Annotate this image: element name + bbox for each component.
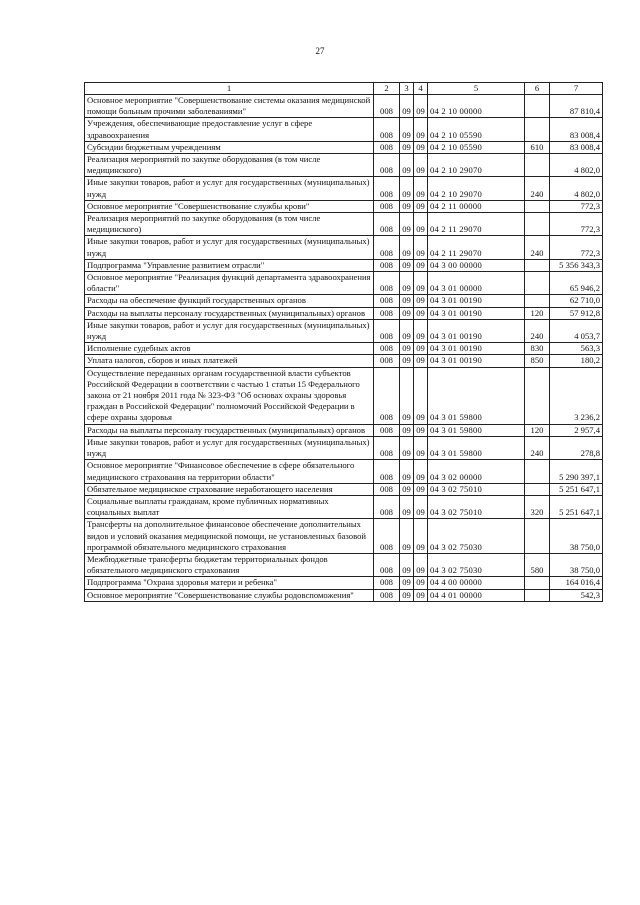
section-code: 09: [400, 553, 414, 576]
section-code: 09: [400, 319, 414, 342]
amount: 278,8: [550, 436, 603, 459]
table-row: [85, 367, 603, 424]
amount: 4 802,0: [550, 154, 603, 177]
expense-type: 240: [525, 177, 550, 200]
item-name: Иные закупки товаров, работ и услуг для государственных (муниципальных) нужд: [85, 436, 374, 459]
table-row: [85, 589, 603, 601]
expense-type: [525, 460, 550, 483]
admin-code: 008: [374, 141, 400, 153]
target-article: 04 2 10 29070: [428, 154, 525, 177]
admin-code: 008: [374, 483, 400, 495]
admin-code: 008: [374, 577, 400, 589]
section-code: 09: [400, 307, 414, 319]
subsection-code: 09: [414, 436, 428, 459]
section-code: 09: [400, 343, 414, 355]
target-article: 04 3 02 75030: [428, 519, 525, 554]
table-row: [85, 259, 603, 271]
expense-type: [525, 213, 550, 236]
item-name: Основное мероприятие "Реализация функций департамента здравоохранения области": [85, 272, 374, 295]
page-number: 27: [315, 46, 325, 56]
subsection-code: 09: [414, 483, 428, 495]
amount: 5 356 343,3: [550, 259, 603, 271]
target-article: 04 3 01 00000: [428, 272, 525, 295]
expense-type: [525, 118, 550, 141]
amount: 57 912,8: [550, 307, 603, 319]
expense-type: [525, 589, 550, 601]
subsection-code: 09: [414, 343, 428, 355]
target-article: 04 3 01 59800: [428, 367, 525, 424]
budget-table: [84, 82, 603, 602]
amount: 772,3: [550, 236, 603, 259]
expense-type: [525, 200, 550, 212]
table-row: [85, 343, 603, 355]
expense-type: 830: [525, 343, 550, 355]
subsection-code: 09: [414, 236, 428, 259]
expense-type: 240: [525, 236, 550, 259]
table-row: [85, 154, 603, 177]
item-name: Уплата налогов, сборов и иных платежей: [85, 355, 374, 367]
admin-code: 008: [374, 436, 400, 459]
table-row: [85, 177, 603, 200]
amount: 38 750,0: [550, 553, 603, 576]
expense-type: 240: [525, 319, 550, 342]
target-article: 04 3 02 75030: [428, 553, 525, 576]
subsection-code: 09: [414, 177, 428, 200]
amount: 772,3: [550, 213, 603, 236]
item-name: Трансферты на дополнительное финансовое обеспечение дополнительных видов и условий оказания медицинской помощи, не установленных базовой программой обязательного медицинского страхования: [85, 519, 374, 554]
item-name: Реализация мероприятий по закупке оборудования (в том числе медицинского): [85, 213, 374, 236]
item-name: Подпрограмма "Управление развитием отрасли": [85, 259, 374, 271]
item-name: Межбюджетные трансферты бюджетам территориальных фондов обязательного медицинского страхования: [85, 553, 374, 576]
column-header-3: 3: [400, 83, 414, 95]
item-name: Учреждения, обеспечивающие предоставление услуг в сфере здравоохранения: [85, 118, 374, 141]
subsection-code: 09: [414, 495, 428, 518]
table-row: [85, 295, 603, 307]
section-code: 09: [400, 236, 414, 259]
subsection-code: 09: [414, 95, 428, 118]
expense-type: 120: [525, 307, 550, 319]
admin-code: 008: [374, 343, 400, 355]
section-code: 09: [400, 200, 414, 212]
amount: 5 290 397,1: [550, 460, 603, 483]
target-article: 04 4 00 00000: [428, 577, 525, 589]
table-row: [85, 141, 603, 153]
target-article: 04 2 11 00000: [428, 200, 525, 212]
subsection-code: 09: [414, 141, 428, 153]
target-article: 04 2 10 29070: [428, 177, 525, 200]
subsection-code: 09: [414, 589, 428, 601]
section-code: 09: [400, 519, 414, 554]
column-header-4: 4: [414, 83, 428, 95]
expense-type: 320: [525, 495, 550, 518]
expense-type: [525, 259, 550, 271]
subsection-code: 09: [414, 460, 428, 483]
amount: 5 251 647,1: [550, 483, 603, 495]
section-code: 09: [400, 295, 414, 307]
table-row: [85, 95, 603, 118]
section-code: 09: [400, 436, 414, 459]
section-code: 09: [400, 177, 414, 200]
amount: 2 957,4: [550, 424, 603, 436]
table-row: [85, 424, 603, 436]
section-code: 09: [400, 259, 414, 271]
table-row: [85, 460, 603, 483]
section-code: 09: [400, 95, 414, 118]
admin-code: 008: [374, 295, 400, 307]
item-name: Иные закупки товаров, работ и услуг для государственных (муниципальных) нужд: [85, 177, 374, 200]
expense-type: [525, 272, 550, 295]
admin-code: 008: [374, 367, 400, 424]
section-code: 09: [400, 355, 414, 367]
expense-type: [525, 295, 550, 307]
column-header-6: 6: [525, 83, 550, 95]
table-row: [85, 319, 603, 342]
item-name: Социальные выплаты гражданам, кроме публичных нормативных социальных выплат: [85, 495, 374, 518]
expense-type: 610: [525, 141, 550, 153]
section-code: 09: [400, 154, 414, 177]
item-name: Реализация мероприятий по закупке оборудования (в том числе медицинского): [85, 154, 374, 177]
admin-code: 008: [374, 95, 400, 118]
amount: 38 750,0: [550, 519, 603, 554]
expense-type: [525, 154, 550, 177]
amount: 83 008,4: [550, 118, 603, 141]
admin-code: 008: [374, 213, 400, 236]
target-article: 04 3 01 00190: [428, 307, 525, 319]
item-name: Расходы на обеспечение функций государственных органов: [85, 295, 374, 307]
section-code: 09: [400, 272, 414, 295]
column-header-2: 2: [374, 83, 400, 95]
target-article: 04 2 11 29070: [428, 236, 525, 259]
section-code: 09: [400, 589, 414, 601]
amount: 563,3: [550, 343, 603, 355]
expense-type: [525, 577, 550, 589]
item-name: Расходы на выплаты персоналу государственных (муниципальных) органов: [85, 307, 374, 319]
subsection-code: 09: [414, 307, 428, 319]
section-code: 09: [400, 118, 414, 141]
target-article: 04 3 01 59800: [428, 424, 525, 436]
expense-type: 580: [525, 553, 550, 576]
expense-type: [525, 95, 550, 118]
header-row: [85, 83, 603, 95]
target-article: 04 3 01 59800: [428, 436, 525, 459]
item-name: Иные закупки товаров, работ и услуг для государственных (муниципальных) нужд: [85, 319, 374, 342]
target-article: 04 3 02 75010: [428, 495, 525, 518]
item-name: Основное мероприятие "Совершенствование системы оказания медицинской помощи больным прочими заболеваниями": [85, 95, 374, 118]
amount: 164 016,4: [550, 577, 603, 589]
target-article: 04 3 02 00000: [428, 460, 525, 483]
table-row: [85, 553, 603, 576]
amount: 772,3: [550, 200, 603, 212]
admin-code: 008: [374, 319, 400, 342]
target-article: 04 2 10 05590: [428, 118, 525, 141]
subsection-code: 09: [414, 200, 428, 212]
target-article: 04 2 11 29070: [428, 213, 525, 236]
admin-code: 008: [374, 154, 400, 177]
section-code: 09: [400, 367, 414, 424]
subsection-code: 09: [414, 519, 428, 554]
amount: 542,3: [550, 589, 603, 601]
amount: 3 236,2: [550, 367, 603, 424]
item-name: Основное мероприятие "Совершенствование службы крови": [85, 200, 374, 212]
target-article: 04 3 01 00190: [428, 343, 525, 355]
subsection-code: 09: [414, 424, 428, 436]
amount: 4 053,7: [550, 319, 603, 342]
admin-code: 008: [374, 460, 400, 483]
table-row: [85, 213, 603, 236]
section-code: 09: [400, 483, 414, 495]
table-row: [85, 495, 603, 518]
table-row: [85, 577, 603, 589]
subsection-code: 09: [414, 355, 428, 367]
target-article: 04 3 01 00190: [428, 355, 525, 367]
amount: 83 008,4: [550, 141, 603, 153]
table-body: [85, 95, 603, 602]
amount: 180,2: [550, 355, 603, 367]
expense-type: 240: [525, 436, 550, 459]
amount: 62 710,0: [550, 295, 603, 307]
table-row: [85, 200, 603, 212]
item-name: Основное мероприятие "Финансовое обеспечение в сфере обязательного медицинского страхования на территории области": [85, 460, 374, 483]
target-article: 04 3 02 75010: [428, 483, 525, 495]
admin-code: 008: [374, 355, 400, 367]
table-row: [85, 355, 603, 367]
subsection-code: 09: [414, 367, 428, 424]
column-header-7: 7: [550, 83, 603, 95]
expense-type: [525, 367, 550, 424]
admin-code: 008: [374, 495, 400, 518]
section-code: 09: [400, 495, 414, 518]
item-name: Осуществление переданных органам государственной власти субъектов Российской Федерации в соответствии с частью 1 статьи 15 Федерального закона от 21 ноября 2011 года № 323-ФЗ "Об основах охраны здоровья граждан в Российской Федерации" полномочий Российской Федерации в сфере охраны здоровья: [85, 367, 374, 424]
item-name: Обязательное медицинское страхование неработающего населения: [85, 483, 374, 495]
admin-code: 008: [374, 424, 400, 436]
admin-code: 008: [374, 589, 400, 601]
target-article: 04 4 01 00000: [428, 589, 525, 601]
admin-code: 008: [374, 272, 400, 295]
admin-code: 008: [374, 118, 400, 141]
section-code: 09: [400, 460, 414, 483]
admin-code: 008: [374, 519, 400, 554]
subsection-code: 09: [414, 272, 428, 295]
item-name: Субсидии бюджетным учреждениям: [85, 141, 374, 153]
table-row: [85, 118, 603, 141]
target-article: 04 3 00 00000: [428, 259, 525, 271]
expense-type: [525, 519, 550, 554]
amount: 5 251 647,1: [550, 495, 603, 518]
expense-type: 850: [525, 355, 550, 367]
expense-type: 120: [525, 424, 550, 436]
amount: 4 802,0: [550, 177, 603, 200]
subsection-code: 09: [414, 577, 428, 589]
section-code: 09: [400, 141, 414, 153]
expense-type: [525, 483, 550, 495]
column-header-5: 5: [428, 83, 525, 95]
item-name: Расходы на выплаты персоналу государственных (муниципальных) органов: [85, 424, 374, 436]
table-row: [85, 236, 603, 259]
subsection-code: 09: [414, 213, 428, 236]
admin-code: 008: [374, 200, 400, 212]
item-name: Подпрограмма "Охрана здоровья матери и ребенка": [85, 577, 374, 589]
admin-code: 008: [374, 553, 400, 576]
column-header-1: 1: [85, 83, 374, 95]
subsection-code: 09: [414, 319, 428, 342]
table-row: [85, 483, 603, 495]
subsection-code: 09: [414, 259, 428, 271]
admin-code: 008: [374, 259, 400, 271]
subsection-code: 09: [414, 295, 428, 307]
item-name: Исполнение судебных актов: [85, 343, 374, 355]
table-row: [85, 307, 603, 319]
target-article: 04 3 01 00190: [428, 319, 525, 342]
section-code: 09: [400, 577, 414, 589]
table-row: [85, 272, 603, 295]
table-row: [85, 436, 603, 459]
table-row: [85, 519, 603, 554]
amount: 65 946,2: [550, 272, 603, 295]
target-article: 04 2 10 05590: [428, 141, 525, 153]
item-name: Основное мероприятие "Совершенствование службы родовспоможения": [85, 589, 374, 601]
target-article: 04 2 10 00000: [428, 95, 525, 118]
subsection-code: 09: [414, 154, 428, 177]
amount: 87 810,4: [550, 95, 603, 118]
section-code: 09: [400, 213, 414, 236]
admin-code: 008: [374, 236, 400, 259]
subsection-code: 09: [414, 118, 428, 141]
target-article: 04 3 01 00190: [428, 295, 525, 307]
section-code: 09: [400, 424, 414, 436]
admin-code: 008: [374, 177, 400, 200]
subsection-code: 09: [414, 553, 428, 576]
admin-code: 008: [374, 307, 400, 319]
item-name: Иные закупки товаров, работ и услуг для государственных (муниципальных) нужд: [85, 236, 374, 259]
